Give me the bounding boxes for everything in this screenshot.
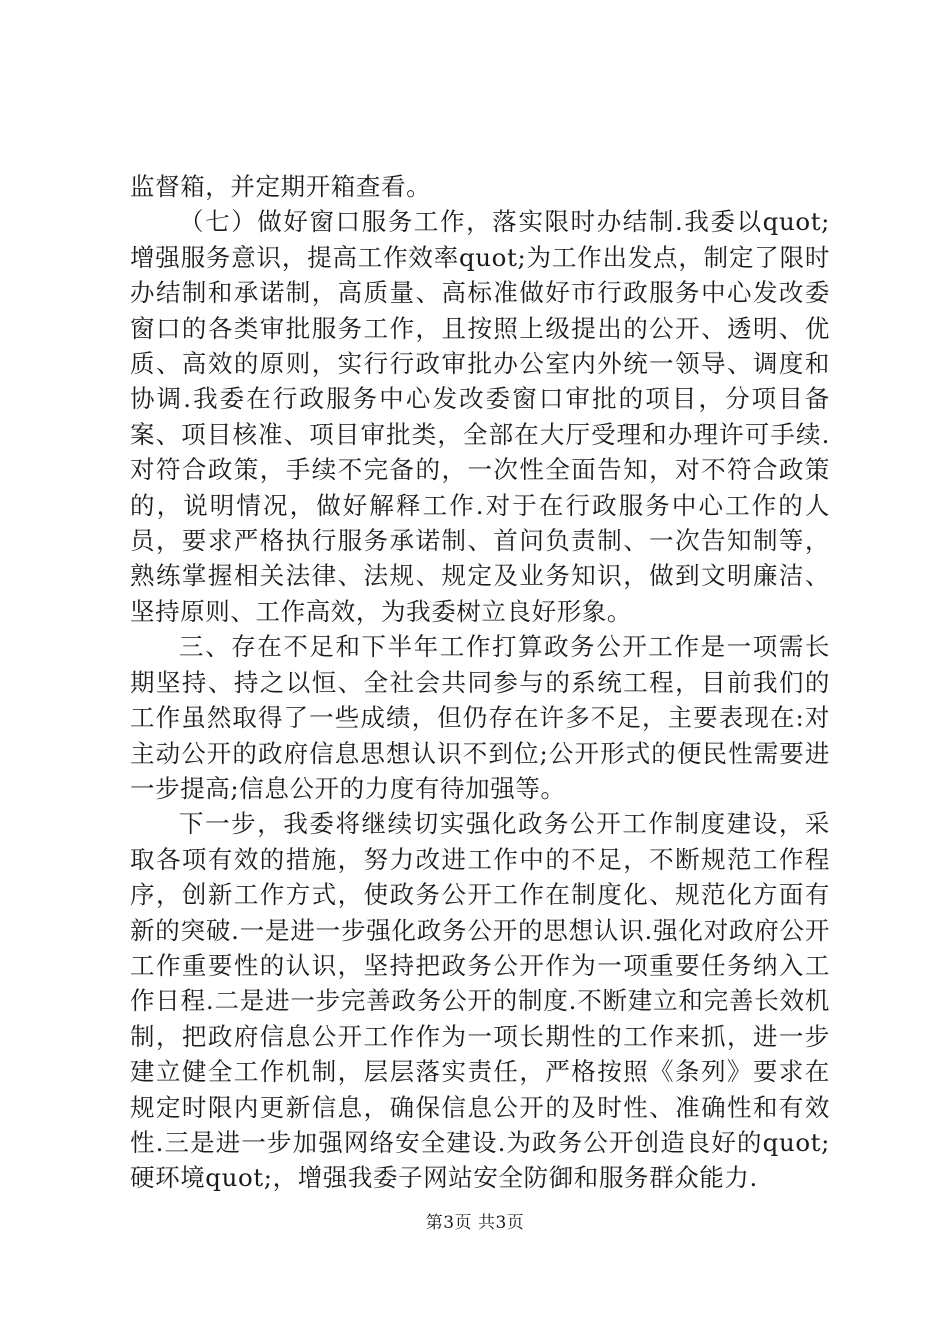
paragraph-shortcomings: 三、存在不足和下半年工作打算政务公开工作是一项需长期坚持、持之以恒、全社会共同参与的系统工程，目前我们的工作虽然取得了一些成绩，但仍存在许多不足，主要表现在:对主动公开的政府信息思想认识不到位;公开形式的便民性需要进一步提高;信息公开的力度有待加强等。	[130, 632, 830, 803]
paragraph-next-steps: 下一步，我委将继续切实强化政务公开工作制度建设，采取各项有效的措施，努力改进工作中的不足，不断规范工作程序，创新工作方式，使政务公开工作在制度化、规范化方面有新的突破.一是进一步强化政务公开的思想认识.强化对政府公开工作重要性的认识，坚持把政务公开作为一项重要任务纳入工作日程.二是进一步完善政务公开的制度.不断建立和完善长效机制，把政府信息公开工作作为一项长期性的工作来抓，进一步建立健全工作机制，层层落实责任，严格按照《条列》要求在规定时限内更新信息，确保信息公开的及时性、准确性和有效性.三是进一步加强网络安全建设.为政务公开创造良好的quot;硬环境quot;，增强我委子网站安全防御和服务群众能力.	[130, 809, 830, 1193]
paragraph-continuation: 监督箱，并定期开箱查看。	[130, 172, 432, 201]
document-body	[130, 169, 830, 1196]
page-footer	[0, 1212, 950, 1234]
page-number: 第3页 共3页	[425, 1213, 525, 1233]
paragraph-window-service: （七）做好窗口服务工作，落实限时办结制.我委以quot;增强服务意识，提高工作效率quot;为工作出发点，制定了限时办结制和承诺制，高质量、高标准做好市行政服务中心发改委窗口的各类审批服务工作，且按照上级提出的公开、透明、优质、高效的原则，实行行政审批办公室内外统一领导、调度和协调.我委在行政服务中心发改委窗口审批的项目，分项目备案、项目核准、项目审批类，全部在大厅受理和办理许可手续.对符合政策，手续不完备的，一次性全面告知，对不符合政策的，说明情况，做好解释工作.对于在行政服务中心工作的人员，要求严格执行服务承诺制、首问负责制、一次告知制等，熟练掌握相关法律、法规、规定及业务知识，做到文明廉洁、坚持原则、工作高效，为我委树立良好形象。	[130, 207, 830, 626]
